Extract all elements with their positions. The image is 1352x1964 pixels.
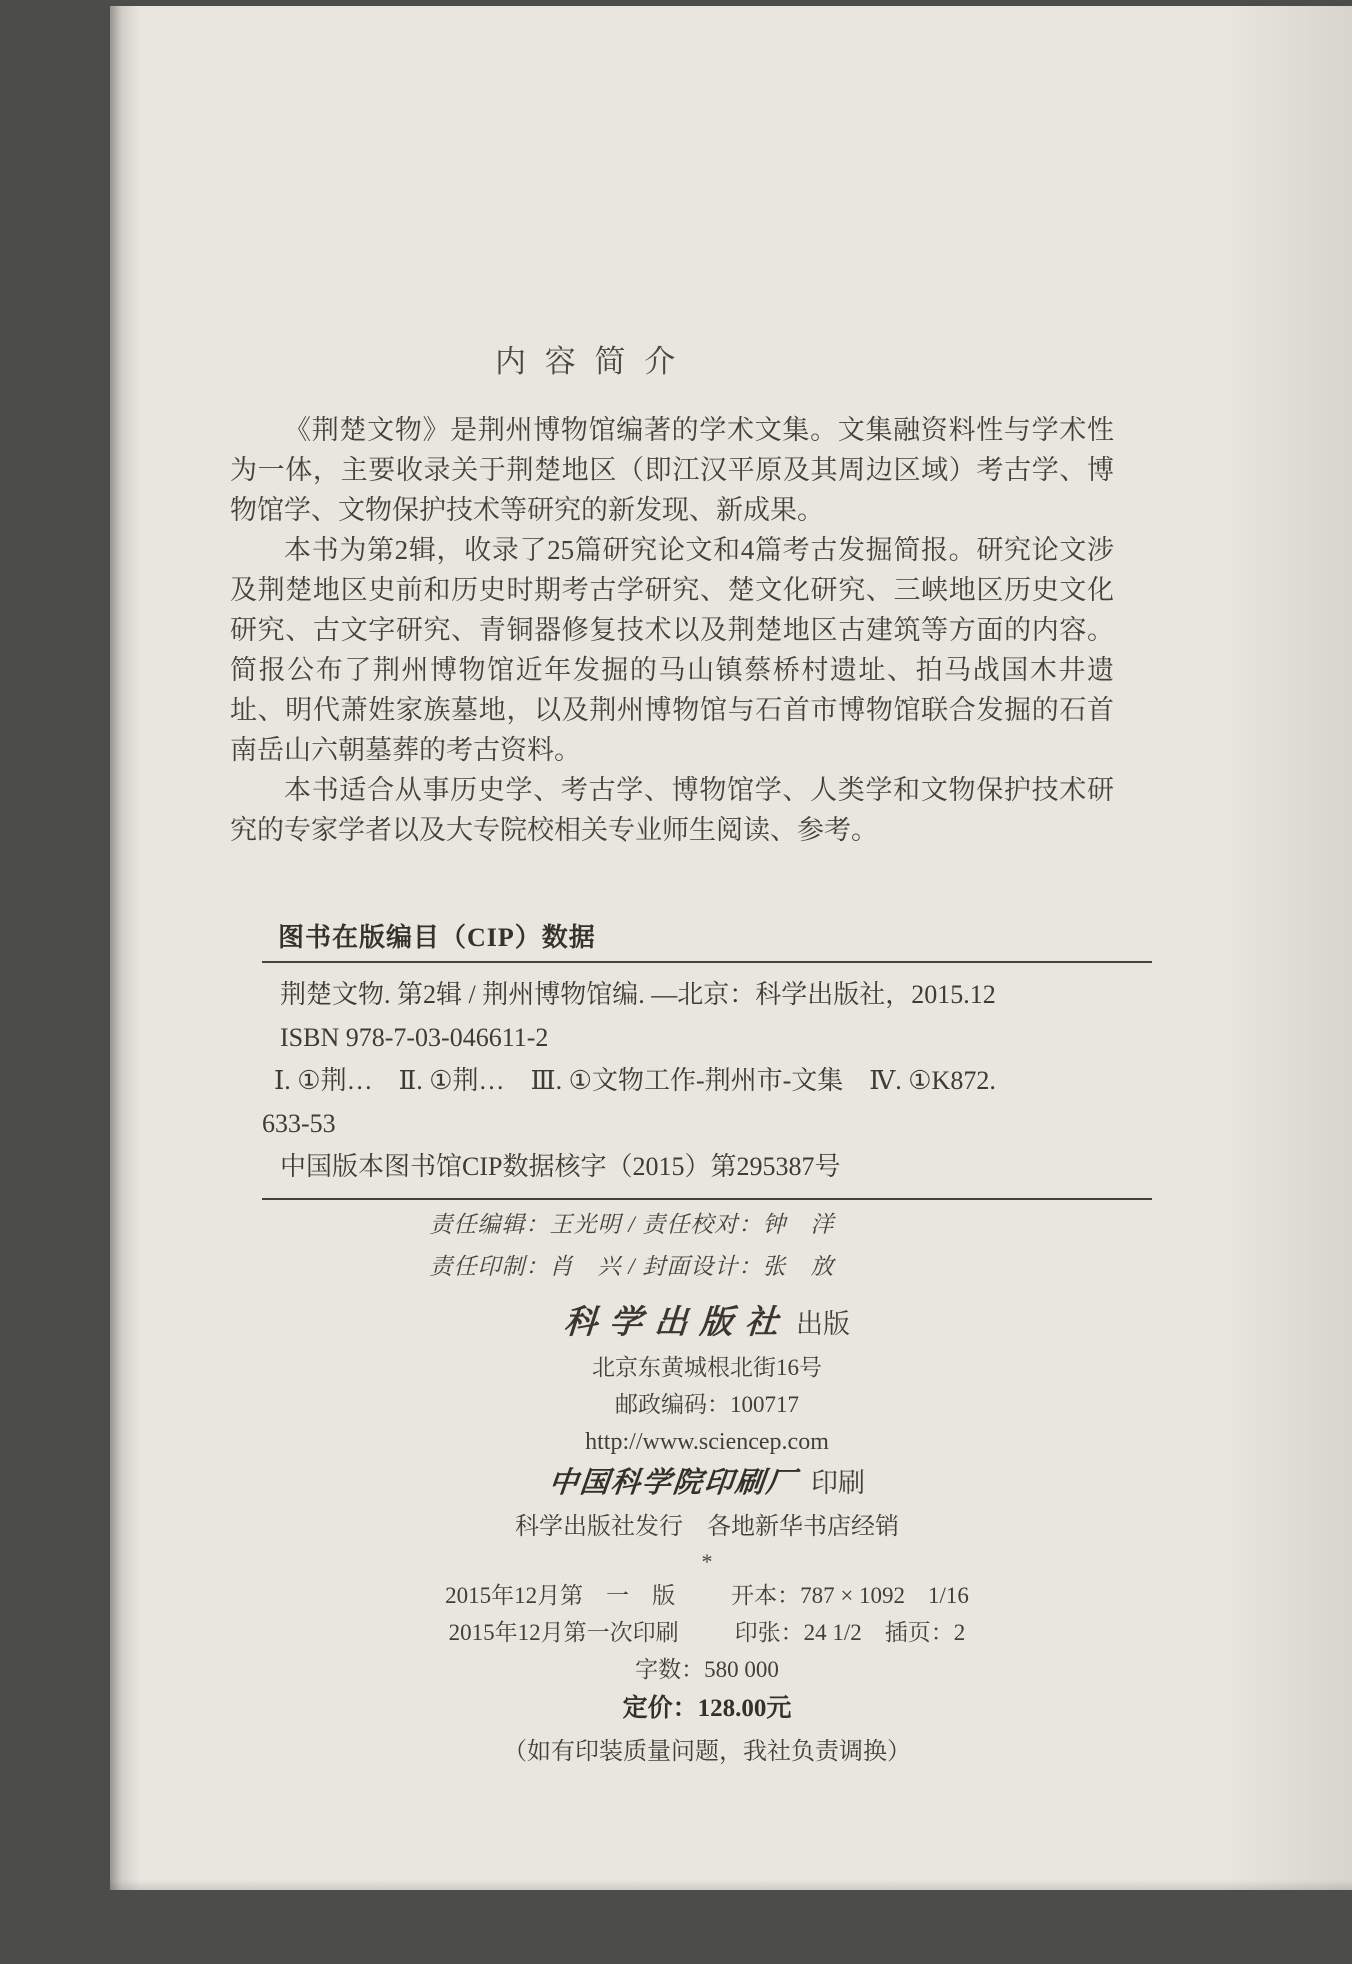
price-line: 定价：128.00元: [622, 1695, 792, 1722]
sheets-spec: 印张：24 1/2 插页：2: [734, 1620, 966, 1645]
format-spec: 开本：787 × 1092 1/16: [731, 1583, 969, 1608]
publisher-line: [262, 1300, 1152, 1349]
intro-paragraph: 本书为第2辑，收录了25篇研究论文和4篇考古发掘简报。研究论文涉及荆楚地区史前和历史时期考古学研究、楚文化研究、三峡地区历史文化研究、古文字研究、青铜器修复技术以及荆楚地区古建筑等方面的内容。简报公布了荆州博物馆近年发掘的马山镇蔡桥村遗址、拍马战国木井遗址、明代萧姓家族墓地，以及荆州博物馆与石首市博物馆联合发掘的石首南岳山六朝墓葬的考古资料。: [230, 535, 1114, 765]
cip-data-section: [262, 923, 1152, 1200]
publisher-postcode: 邮政编码：100717: [615, 1392, 799, 1417]
intro-paragraph: 本书适合从事历史学、考古学、博物馆学、人类学和文物保护技术研究的专家学者以及大专院校相关专业师生阅读、参考。: [230, 775, 1114, 845]
imprint-colophon-block: [262, 1300, 1152, 1774]
distribution-line: 科学出版社发行 各地新华书店经销: [515, 1514, 899, 1540]
cip-line-record-number: 中国版本图书馆CIP数据核字（2015）第295387号: [280, 1152, 841, 1181]
edition-date: 2015年12月第 一 版: [445, 1583, 676, 1608]
printing-line: [262, 1614, 1152, 1651]
cip-rule-bottom: [262, 1198, 1152, 1200]
cip-line-isbn: ISBN 978-7-03-046611-2: [280, 1023, 549, 1052]
word-count-line: 字数：580 000: [635, 1657, 779, 1682]
page-title: 内 容 简 介: [495, 344, 677, 379]
cip-line-classification: Ⅰ. ①荆… Ⅱ. ①荆… Ⅲ. ①文物工作-荆州市-文集 Ⅳ. ①K872.: [274, 1066, 996, 1095]
quality-notice-line: （如有印装质量问题，我社负责调换）: [503, 1739, 911, 1765]
cip-line-title: 荆楚文物. 第2辑 / 荆州博物馆编. —北京：科学出版社，2015.12: [280, 980, 996, 1009]
printer-role-label: 印刷: [811, 1468, 865, 1498]
intro-text-block: [230, 410, 1114, 850]
cip-lines: [262, 963, 1152, 1188]
publisher-logo-text: 科 学 出 版 社: [562, 1305, 782, 1341]
intro-paragraph: 《荆楚文物》是荆州博物馆编著的学术文集。文集融资料性与学术性为一体，主要收录关于荆楚地区（即江汉平原及其周边区域）考古学、博物馆学、文物保护技术等研究的新发现、新成果。: [230, 415, 1114, 525]
staff-line-editors: 责任编辑：王光明 / 责任校对：钟 洋: [429, 1212, 835, 1237]
edition-line: [262, 1577, 1152, 1614]
printer-line: [262, 1461, 1152, 1507]
staff-line-design: 责任印制：肖 兴 / 封面设计：张 放: [429, 1254, 835, 1279]
publisher-address: 北京东黄城根北街16号: [592, 1355, 822, 1380]
book-page-paper: [110, 6, 1352, 1890]
staff-credits-inner: [430, 1204, 835, 1288]
publisher-role-label: 出版: [796, 1309, 850, 1339]
staff-credits-block: [262, 1204, 1152, 1288]
cip-line-classification-continued: 633-53: [262, 1109, 336, 1138]
printer-logo-text: 中国科学院印刷厂: [547, 1467, 799, 1499]
printing-date: 2015年12月第一次印刷: [448, 1620, 679, 1645]
cip-heading: 图书在版编目（CIP）数据: [278, 923, 596, 952]
publisher-website: http://www.sciencep.com: [585, 1429, 829, 1455]
separator-star: *: [701, 1549, 713, 1574]
